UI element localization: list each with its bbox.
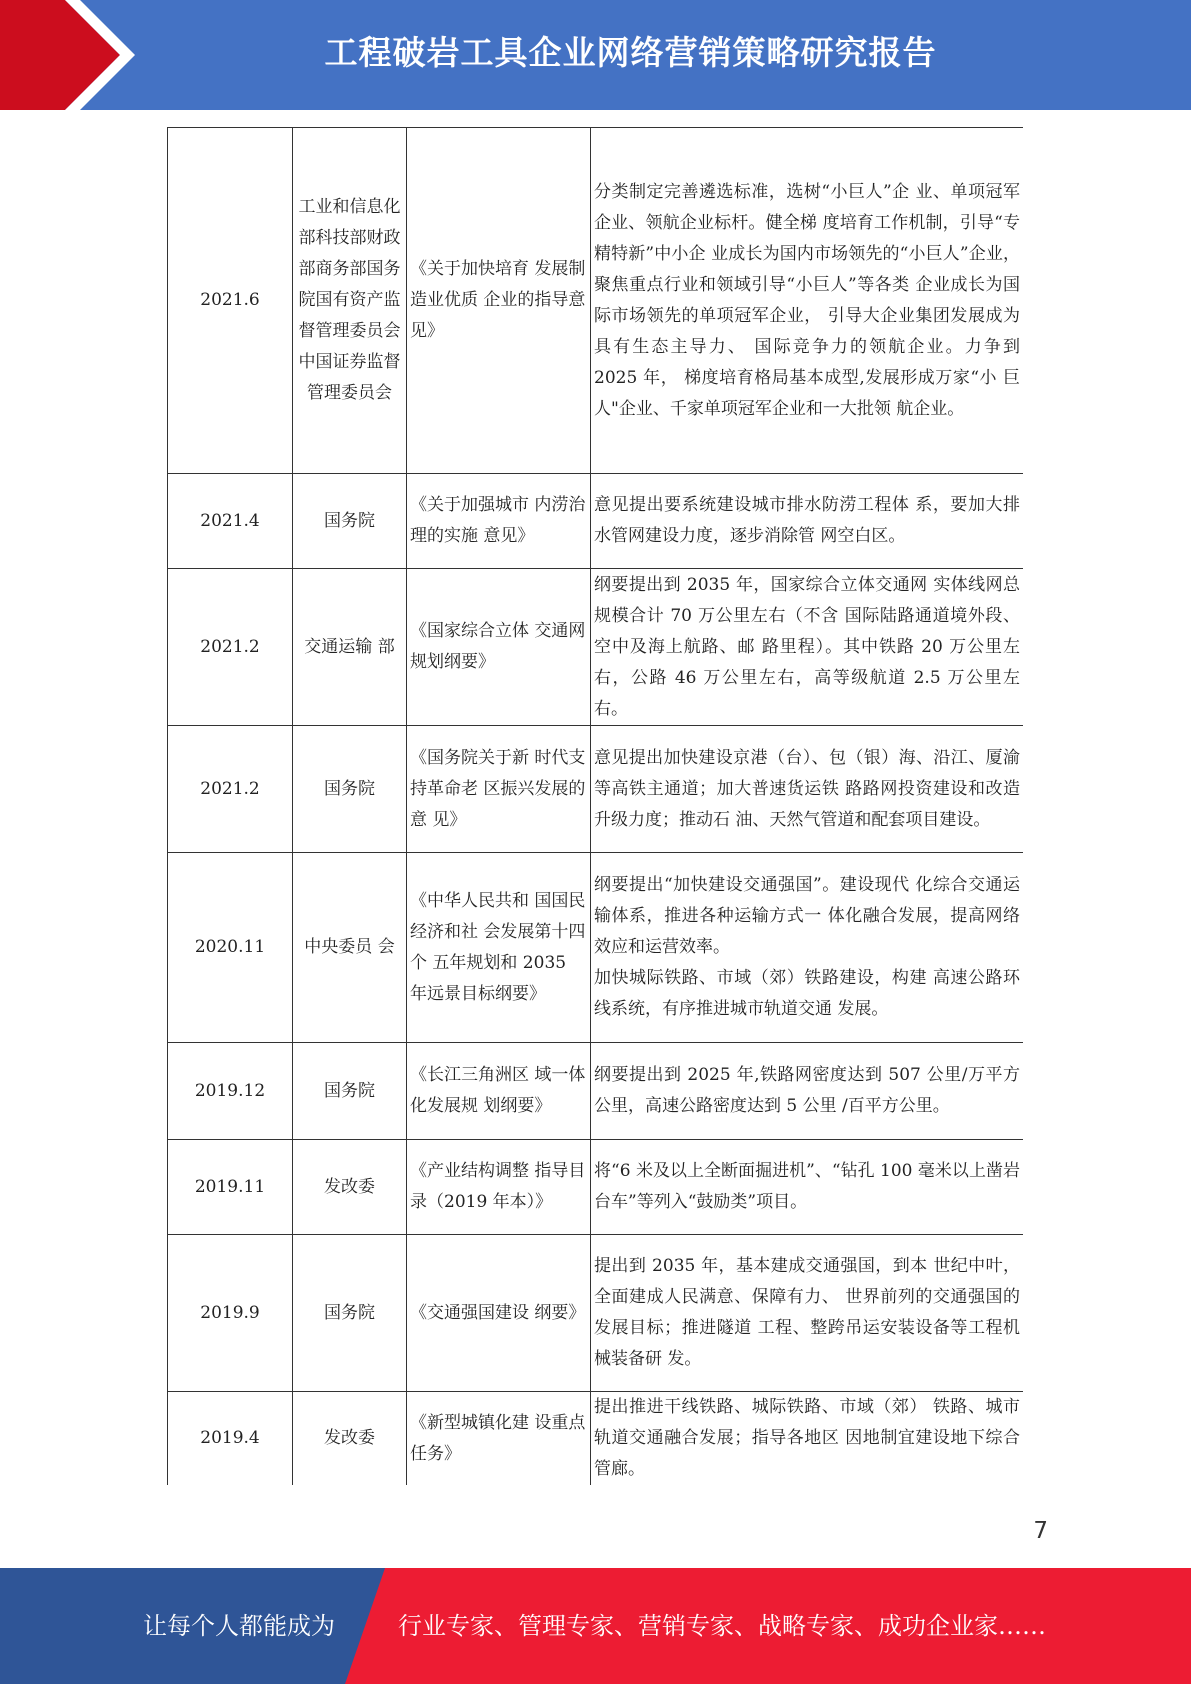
- date-cell: 2021.6: [168, 128, 293, 474]
- date-cell: 2021.2: [168, 726, 293, 853]
- date-cell: 2020.11: [168, 853, 293, 1043]
- table-row: [168, 1235, 1024, 1392]
- table-row: [168, 569, 1024, 726]
- document-cell: 《关于加快培育 发展制造业优质 企业的指导意见》: [407, 128, 591, 474]
- table-row: [168, 1392, 1024, 1486]
- policy-table: [167, 127, 1023, 1485]
- department-cell: 国务院: [293, 474, 407, 569]
- document-cell: 《关于加强城市 内涝治理的实施 意见》: [407, 474, 591, 569]
- department-cell: 发改委: [293, 1140, 407, 1235]
- date-cell: 2019.12: [168, 1043, 293, 1140]
- table-row: [168, 1043, 1024, 1140]
- content-cell: 纲要提出到 2035 年，国家综合立体交通网 实体线网总规模合计 70 万公里左右（不含 国际陆路通道境外段、空中及海上航路、邮 路里程）。其中铁路 20 万公里左右，公路 46 万公里左右，高等级航道 2.5 万公里左右。: [591, 569, 1024, 726]
- policy-table-container: [167, 127, 1023, 1485]
- document-cell: 《长江三角洲区 域一体化发展规 划纲要》: [407, 1043, 591, 1140]
- content-cell: 提出到 2035 年，基本建成交通强国，到本 世纪中叶，全面建成人民满意、保障有力、 世界前列的交通强国的发展目标；推进隧道 工程、整跨吊运安装设备等工程机械装备研 发。: [591, 1235, 1024, 1392]
- department-cell: 发改委: [293, 1392, 407, 1486]
- date-cell: 2019.9: [168, 1235, 293, 1392]
- table-row: [168, 474, 1024, 569]
- header-red-arrow-graphic: [0, 0, 150, 110]
- footer-slogan-right: 行业专家、管理专家、营销专家、战略专家、成功企业家……: [398, 1612, 1046, 1640]
- department-cell: 国务院: [293, 1235, 407, 1392]
- page-number: 7: [1033, 1518, 1048, 1544]
- table-row: [168, 726, 1024, 853]
- report-title: 工程破岩工具企业网络营销策略研究报告: [324, 33, 937, 72]
- document-cell: 《中华人民共和 国国民经济和社 会发展第十四个 五年规划和 2035 年远景目标纲要》: [407, 853, 591, 1043]
- document-cell: 《产业结构调整 指导目录（2019 年本）》: [407, 1140, 591, 1235]
- table-row: [168, 853, 1024, 1043]
- document-cell: 《国家综合立体 交通网规划纲要》: [407, 569, 591, 726]
- page-header: [0, 0, 1191, 110]
- content-cell: 纲要提出到 2025 年,铁路网密度达到 507 公里/万平方公里，高速公路密度达到 5 公里 /百平方公里。: [591, 1043, 1024, 1140]
- department-cell: 中央委员 会: [293, 853, 407, 1043]
- date-cell: 2019.4: [168, 1392, 293, 1486]
- content-paragraph: 加快城际铁路、市域（郊）铁路建设，构建 高速公路环线系统，有序推进城市轨道交通 发展。: [594, 968, 1020, 1019]
- table-row: [168, 1140, 1024, 1235]
- date-cell: 2019.11: [168, 1140, 293, 1235]
- document-cell: 《新型城镇化建 设重点任务》: [407, 1392, 591, 1486]
- department-cell: 工业和信息化部科技部财政部商务部国务院国有资产监督管理委员会中国证券监督管理委员会: [293, 128, 407, 474]
- department-cell: 交通运输 部: [293, 569, 407, 726]
- content-cell: 提出推进干线铁路、城际铁路、市域（郊） 铁路、城市轨道交通融合发展；指导各地区 因地制宜建设地下综合管廊。: [591, 1392, 1024, 1486]
- date-cell: 2021.2: [168, 569, 293, 726]
- content-cell: 意见提出加快建设京港（台）、包（银）海、沿江、厦渝等高铁主通道；加大普速货运铁 路路网投资建设和改造升级力度；推动石 油、天然气管道和配套项目建设。: [591, 726, 1024, 853]
- department-cell: 国务院: [293, 1043, 407, 1140]
- table-row: [168, 128, 1024, 474]
- document-cell: 《交通强国建设 纲要》: [407, 1235, 591, 1392]
- content-cell: 意见提出要系统建设城市排水防涝工程体 系，要加大排水管网建设力度，逐步消除管 网空白区。: [591, 474, 1024, 569]
- department-cell: 国务院: [293, 726, 407, 853]
- content-cell: 将“6 米及以上全断面掘进机”、“钻孔 100 毫米以上凿岩台车”等列入“鼓励类”项目。: [591, 1140, 1024, 1235]
- footer-slogan-left: 让每个人都能成为: [143, 1612, 335, 1640]
- date-cell: 2021.4: [168, 474, 293, 569]
- content-cell: 分类制定完善遴选标准，选树“小巨人”企 业、单项冠军企业、领航企业标杆。健全梯 度培育工作机制，引导“专精特新”中小企 业成长为国内市场领先的“小巨人”企业， 聚焦重点行业和领域引导“小巨人”等各类 企业成长为国际市场领先的单项冠军企业， 引导大企业集团发展成为具有生态主导力、 国际竞争力的领航企业。力争到 2025 年， 梯度培育格局基本成型,发展形成万家“小 巨人"企业、千家单项冠军企业和一大批领 航企业。: [591, 128, 1024, 474]
- page-footer: [0, 1568, 1191, 1684]
- content-paragraph: 纲要提出“加快建设交通强国”。建设现代 化综合交通运输体系，推进各种运输方式一 体化融合发展，提高网络效应和运营效率。: [594, 875, 1020, 957]
- content-cell: [591, 853, 1024, 1043]
- document-cell: 《国务院关于新 时代支持革命老 区振兴发展的意 见》: [407, 726, 591, 853]
